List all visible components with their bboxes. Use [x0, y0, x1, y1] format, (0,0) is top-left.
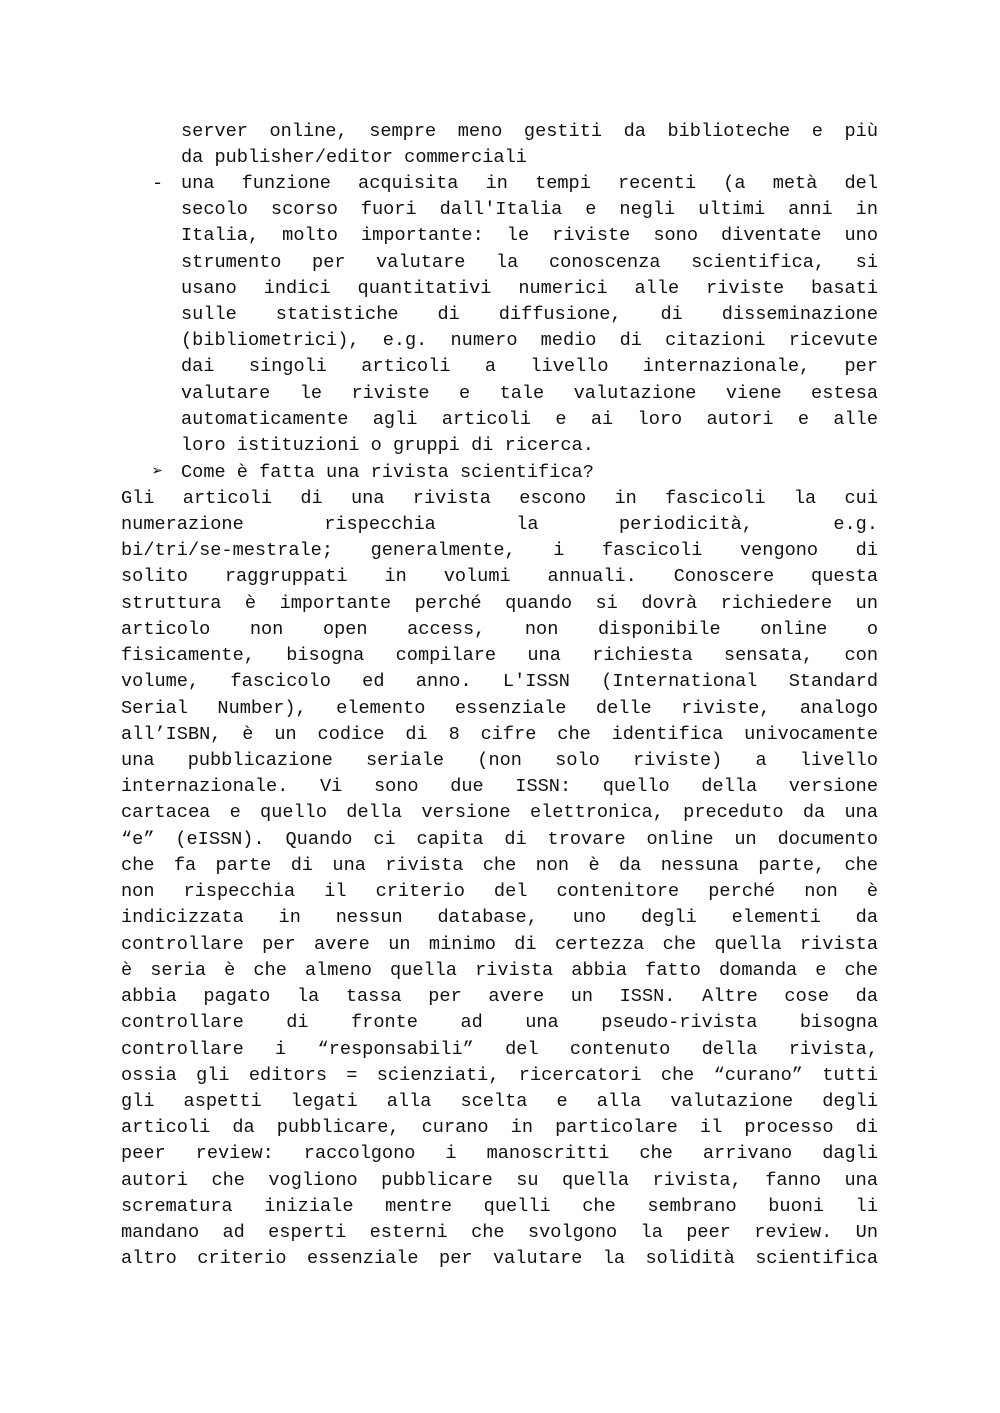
paragraph-line: numerazione rispecchia la periodicità, e.g.	[121, 514, 878, 535]
continuation-line: da publisher/editor commerciali	[181, 147, 527, 168]
paragraph-line: bi/tri/se-mestrale; generalmente, i fascicoli vengono di	[121, 540, 878, 561]
paragraph-line: struttura è importante perché quando si dovrà richiedere un	[121, 593, 878, 614]
dash-item-line: valutare le riviste e tale valutazione viene estesa	[181, 383, 878, 404]
paragraph-line: è seria è che almeno quella rivista abbia fatto domanda e che	[121, 960, 878, 981]
continuation-line: server online, sempre meno gestiti da biblioteche e più	[181, 121, 878, 142]
paragraph-line: fisicamente, bisogna compilare una richiesta sensata, con	[121, 645, 878, 666]
paragraph-line: abbia pagato la tassa per avere un ISSN. Altre cose da	[121, 986, 878, 1007]
paragraph-line: solito raggruppati in volumi annuali. Conoscere questa	[121, 566, 878, 587]
paragraph-line: gli aspetti legati alla scelta e alla valutazione degli	[121, 1091, 878, 1112]
dash-item-line: sulle statistiche di diffusione, di disseminazione	[181, 304, 878, 325]
paragraph-line: ossia gli editors = scienziati, ricercatori che “curano” tutti	[121, 1065, 878, 1086]
dash-item-line: secolo scorso fuori dall'Italia e negli ultimi anni in	[181, 199, 878, 220]
paragraph-line: Serial Number), elemento essenziale delle riviste, analogo	[121, 698, 878, 719]
dash-item-line: usano indici quantitativi numerici alle riviste basati	[181, 278, 878, 299]
dash-item-line: automaticamente agli articoli e ai loro autori e alle	[181, 409, 878, 430]
dash-item-line: una funzione acquisita in tempi recenti (a metà del	[181, 173, 878, 194]
arrow-item-heading: Come è fatta una rivista scientifica?	[181, 462, 594, 483]
paragraph-line: controllare per avere un minimo di certezza che quella rivista	[121, 934, 878, 955]
dash-item-line: strumento per valutare la conoscenza scientifica, si	[181, 252, 878, 273]
paragraph-line: articoli da pubblicare, curano in particolare il processo di	[121, 1117, 878, 1138]
dash-item-line: loro istituzioni o gruppi di ricerca.	[181, 435, 594, 456]
dash-item-line: dai singoli articoli a livello internazionale, per	[181, 356, 878, 377]
paragraph-line: all’ISBN, è un codice di 8 cifre che identifica univocamente	[121, 724, 878, 745]
paragraph-line: non rispecchia il criterio del contenitore perché non è	[121, 881, 878, 902]
paragraph-line: articolo non open access, non disponibile online o	[121, 619, 878, 640]
paragraph-line: controllare di fronte ad una pseudo-rivista bisogna	[121, 1012, 878, 1033]
paragraph-line: “e” (eISSN). Quando ci capita di trovare online un documento	[121, 829, 878, 850]
paragraph-line: una pubblicazione seriale (non solo riviste) a livello	[121, 750, 878, 771]
paragraph-line: scrematura iniziale mentre quelli che sembrano buoni li	[121, 1196, 878, 1217]
paragraph-line: peer review: raccolgono i manoscritti che arrivano dagli	[121, 1143, 878, 1164]
paragraph-line: volume, fascicolo ed anno. L'ISSN (International Standard	[121, 671, 878, 692]
dash-item-line: (bibliometrici), e.g. numero medio di citazioni ricevute	[181, 330, 878, 351]
paragraph-line: cartacea e quello della versione elettronica, preceduto da una	[121, 802, 878, 823]
paragraph-line: controllare i “responsabili” del contenuto della rivista,	[121, 1039, 878, 1060]
paragraph-line: indicizzata in nessun database, uno degli elementi da	[121, 907, 878, 928]
paragraph-line: autori che vogliono pubblicare su quella rivista, fanno una	[121, 1170, 878, 1191]
dash-item-line: Italia, molto importante: le riviste sono diventate uno	[181, 225, 878, 246]
paragraph-line: Gli articoli di una rivista escono in fascicoli la cui	[121, 488, 878, 509]
paragraph-line: che fa parte di una rivista che non è da nessuna parte, che	[121, 855, 878, 876]
dash-bullet-marker: -	[152, 173, 164, 194]
paragraph-line: mandano ad esperti esterni che svolgono la peer review. Un	[121, 1222, 878, 1243]
arrow-bullet-marker: ➢	[152, 462, 164, 483]
paragraph-line: altro criterio essenziale per valutare la solidità scientifica	[121, 1248, 878, 1269]
paragraph-line: internazionale. Vi sono due ISSN: quello della versione	[121, 776, 878, 797]
